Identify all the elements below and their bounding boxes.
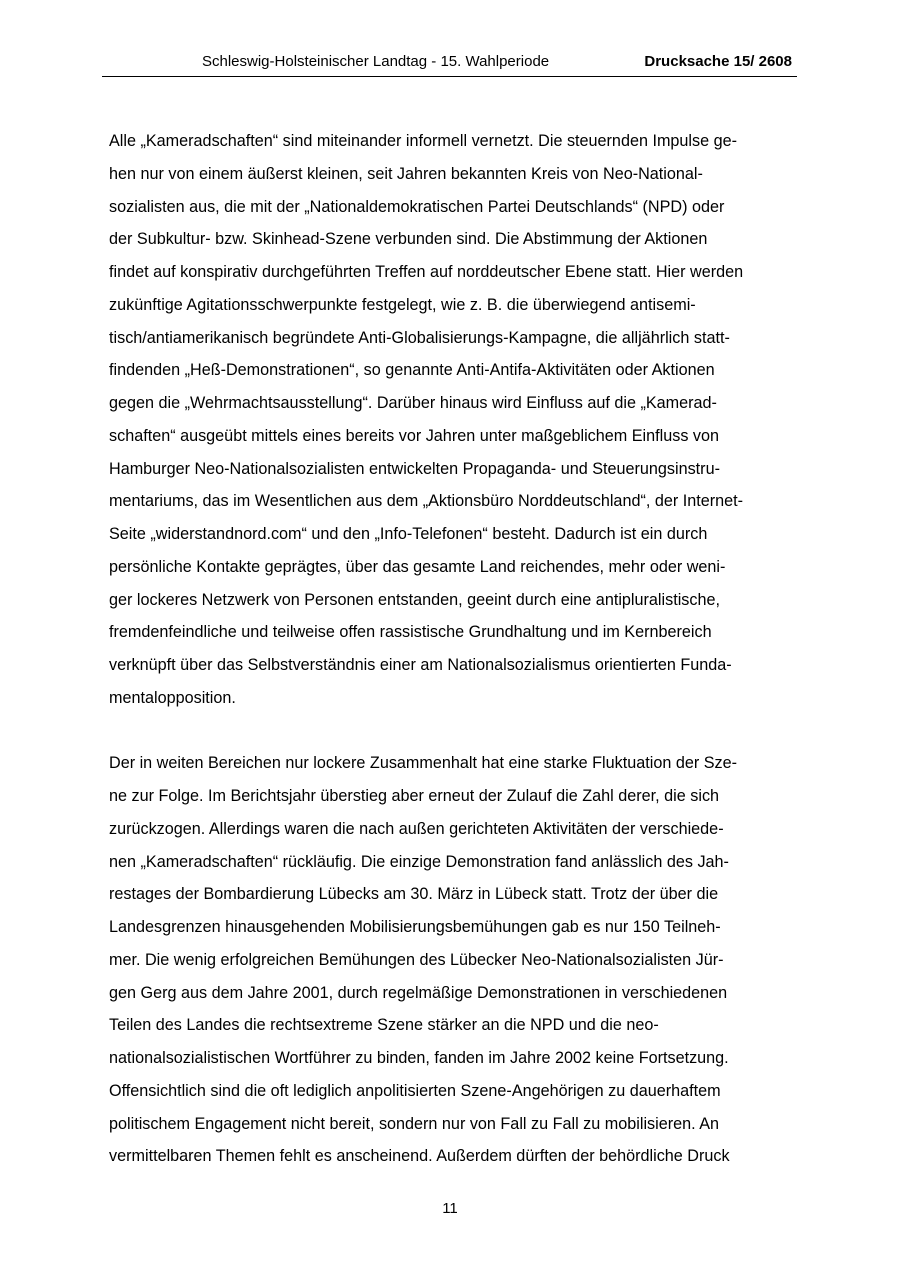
- document-body: [109, 125, 799, 1173]
- text-line: persönliche Kontakte geprägtes, über das gesamte Land reichendes, mehr oder weni-: [109, 557, 726, 576]
- paragraph-2: [109, 747, 799, 1173]
- header-divider: [102, 76, 797, 77]
- text-line: findenden „Heß-Demonstrationen“, so genannte Anti-Antifa-Aktivitäten oder Aktionen: [109, 361, 715, 380]
- text-line: politischem Engagement nicht bereit, sondern nur von Fall zu Fall zu mobilisieren. An: [109, 1114, 720, 1133]
- text-line: Der in weiten Bereichen nur lockere Zusammenhalt hat eine starke Fluktuation der Sze-: [109, 754, 738, 773]
- text-line: zukünftige Agitationsschwerpunkte festgelegt, wie z. B. die überwiegend antisemi-: [109, 295, 696, 314]
- text-line: tisch/antiamerikanisch begründete Anti-Globalisierungs-Kampagne, die alljährlich statt-: [109, 328, 730, 347]
- text-line: zurückzogen. Allerdings waren die nach außen gerichteten Aktivitäten der verschiede-: [109, 819, 724, 838]
- text-line: mentalopposition.: [109, 688, 236, 707]
- header-title: Schleswig-Holsteinischer Landtag - 15. Wahlperiode: [202, 53, 550, 70]
- text-line: Hamburger Neo-Nationalsozialisten entwickelten Propaganda- und Steuerungsinstru-: [109, 459, 720, 478]
- text-line: fremdenfeindliche und teilweise offen rassistische Grundhaltung und im Kernbereich: [109, 623, 712, 642]
- page-number: 11: [442, 1200, 458, 1217]
- text-line: sozialisten aus, die mit der „Nationaldemokratischen Partei Deutschlands“ (NPD) oder: [109, 197, 725, 216]
- text-line: mentariums, das im Wesentlichen aus dem „Aktionsbüro Norddeutschland“, der Internet-: [109, 492, 744, 511]
- text-line: Seite „widerstandnord.com“ und den „Info-Telefonen“ besteht. Dadurch ist ein durch: [109, 525, 708, 543]
- text-line: verknüpft über das Selbstverständnis einer am Nationalsozialismus orientierten Funda-: [109, 656, 732, 674]
- text-line: ger lockeres Netzwerk von Personen entstanden, geeint durch eine antipluralistische,: [109, 590, 720, 609]
- text-line: ne zur Folge. Im Berichtsjahr überstieg aber erneut der Zulauf die Zahl derer, die sich: [109, 787, 720, 805]
- text-line: schaften“ ausgeübt mittels eines bereits vor Jahren unter maßgeblichem Einfluss von: [109, 426, 720, 445]
- document-number: Drucksache 15/ 2608: [644, 53, 792, 70]
- paragraph-1: [109, 125, 799, 715]
- text-line: Teilen des Landes die rechtsextreme Szene stärker an die NPD und die neo-: [109, 1016, 659, 1035]
- text-line: restages der Bombardierung Lübecks am 30. März in Lübeck statt. Trotz der über die: [109, 885, 719, 904]
- text-line: nationalsozialistischen Wortführer zu binden, fanden im Jahre 2002 keine Fortsetzung.: [109, 1049, 729, 1067]
- text-line: vermittelbaren Themen fehlt es anscheinend. Außerdem dürften der behördliche Druck: [109, 1147, 730, 1166]
- paragraph-gap: [109, 715, 799, 748]
- text-line: Offensichtlich sind die oft lediglich anpolitisierten Szene-Angehörigen zu dauerhaftem: [109, 1081, 721, 1100]
- text-line: mer. Die wenig erfolgreichen Bemühungen des Lübecker Neo-Nationalsozialisten Jür-: [109, 950, 724, 969]
- text-line: nen „Kameradschaften“ rückläufig. Die einzige Demonstration fand anlässlich des Jah-: [109, 852, 729, 871]
- page-header: [102, 52, 797, 74]
- text-line: Landesgrenzen hinausgehenden Mobilisierungsbemühungen gab es nur 150 Teilneh-: [109, 918, 721, 936]
- text-line: findet auf konspirativ durchgeführten Treffen auf norddeutscher Ebene statt. Hier werden: [109, 263, 744, 281]
- text-line: gegen die „Wehrmachtsausstellung“. Darüber hinaus wird Einfluss auf die „Kamerad-: [109, 394, 717, 412]
- text-line: gen Gerg aus dem Jahre 2001, durch regelmäßige Demonstrationen in verschiedenen: [109, 983, 728, 1002]
- text-line: Alle „Kameradschaften“ sind miteinander informell vernetzt. Die steuernden Impulse ge-: [109, 132, 738, 150]
- text-line: der Subkultur- bzw. Skinhead-Szene verbunden sind. Die Abstimmung der Aktionen: [109, 230, 708, 249]
- text-line: hen nur von einem äußerst kleinen, seit Jahren bekannten Kreis von Neo-National-: [109, 164, 703, 183]
